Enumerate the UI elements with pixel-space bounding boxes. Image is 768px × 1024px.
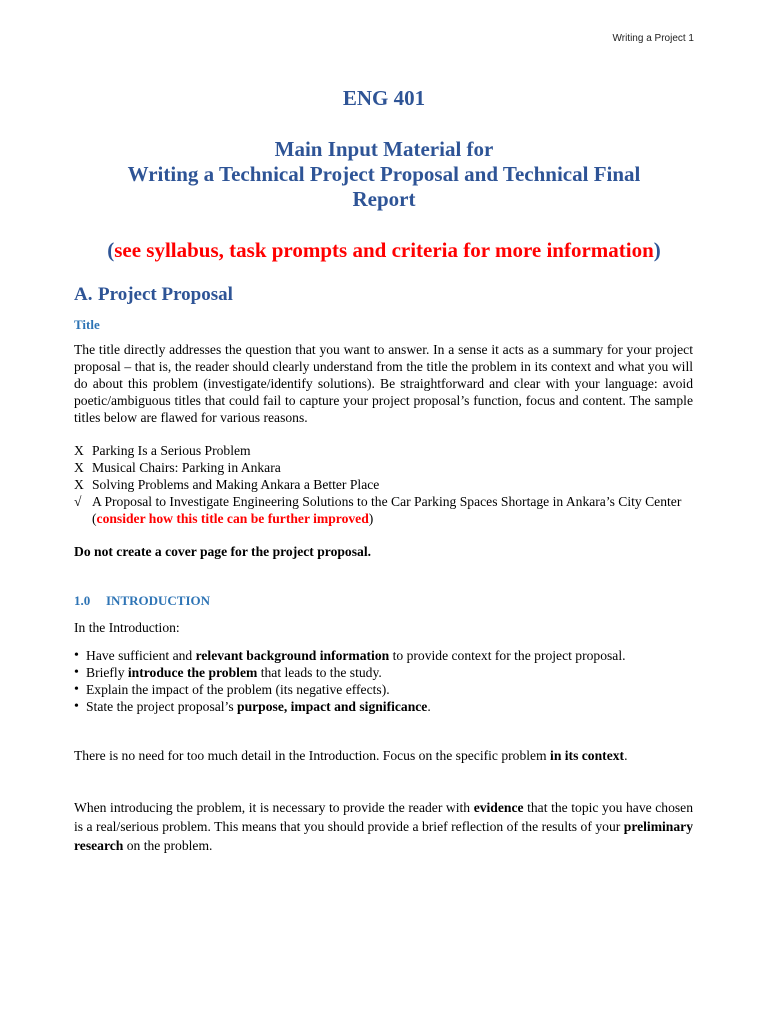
title-paragraph: The title directly addresses the question that you want to answer. In a sense it acts as a summary for your project proposal – that is, the reader should clearly understand from the title the problem in its context and what you will do about this problem (investigate/identify solutions). Be straightforward and clear with your language: avoid poetic/ambiguous titles that could fail to capture your project proposal’s function, focus and content. The sample titles below are flawed for various reasons. — [74, 342, 693, 425]
intro-bullet-list — [74, 647, 693, 715]
bullet-text — [86, 698, 693, 715]
paragraph-bold: in its context — [550, 748, 625, 763]
bullet-icon: • — [74, 682, 79, 697]
bullet-text-part: that leads to the study. — [257, 665, 382, 680]
list-item — [74, 476, 693, 493]
bullet-text-part: . — [427, 699, 431, 714]
section-number: 1.0 — [74, 593, 91, 608]
sample-titles-list — [74, 442, 693, 527]
bullet-text-part: Have sufficient and — [86, 648, 196, 663]
syllabus-note — [40, 238, 728, 263]
list-item — [74, 664, 693, 681]
bullet-text — [86, 681, 693, 698]
introduction-heading — [74, 593, 210, 609]
paragraph-text: There is no need for too much detail in the Introduction. Focus on the specific problem — [74, 748, 551, 763]
paragraph-text: that the topic you have chosen is a real/serious problem. This means that you should provide a brief reflection of the results of your — [74, 800, 693, 834]
bullet-bold-part: relevant background information — [195, 648, 390, 663]
cross-mark-icon: X — [74, 477, 84, 492]
bullet-bold-part: purpose, impact and significance — [237, 699, 428, 714]
paragraph-text: on the problem. — [123, 838, 213, 853]
bullet-text-part: Briefly — [86, 665, 128, 680]
sample-title-text: Solving Problems and Making Ankara a Better Place — [92, 477, 380, 492]
paragraph-text: When introducing the problem, it is necessary to provide the reader with — [74, 800, 474, 815]
section-a-heading — [74, 284, 233, 306]
paragraph-text: . — [624, 748, 628, 763]
check-mark-icon: √ — [74, 494, 82, 509]
list-item — [74, 459, 693, 476]
note-close-paren: ) — [653, 238, 661, 262]
bullet-text-part: to provide context for the project proposal. — [389, 648, 626, 663]
note-text: see syllabus, task prompts and criteria for more information — [114, 238, 654, 262]
section-title: Project Proposal — [98, 284, 233, 305]
bullet-text-part: State the project proposal’s — [86, 699, 238, 714]
title-subheading: Title — [74, 317, 100, 332]
bullet-bold-part: introduce the problem — [127, 665, 258, 680]
good-title-body: A Proposal to Investigate Engineering Solutions to the Car Parking Spaces Shortage in Ankara’s City Center — [92, 494, 682, 509]
section-number: A. — [74, 284, 93, 305]
bullet-icon: • — [74, 699, 79, 714]
bullet-text-part: Explain the impact of the problem (its negative effects). — [86, 682, 390, 697]
sample-title-text: Musical Chairs: Parking in Ankara — [92, 460, 281, 475]
cover-page-note: Do not create a cover page for the project proposal. — [74, 544, 371, 559]
bullet-text — [86, 664, 693, 681]
good-title-text — [92, 493, 693, 527]
cross-mark-icon: X — [74, 460, 84, 475]
paragraph-bold: evidence — [473, 800, 524, 815]
cross-mark-icon: X — [74, 443, 84, 458]
bullet-text — [86, 647, 693, 664]
hint-close-paren: ) — [368, 511, 374, 526]
sample-title-text: Parking Is a Serious Problem — [92, 443, 251, 458]
document-title — [70, 137, 698, 212]
title-line: Writing a Technical Project Proposal and Technical Final — [127, 162, 641, 186]
hint-open-paren: ( — [92, 511, 97, 526]
list-item — [74, 442, 693, 459]
note-open-paren: ( — [107, 238, 115, 262]
list-item — [74, 698, 693, 715]
improve-hint: consider how this title can be further improved — [96, 511, 369, 526]
bullet-icon: • — [74, 648, 79, 663]
title-line: Report — [352, 187, 416, 211]
section-title: INTRODUCTION — [106, 593, 211, 608]
paragraph-bold: preliminary research — [74, 819, 693, 853]
bullet-icon: • — [74, 665, 79, 680]
list-item — [74, 681, 693, 698]
list-item — [74, 493, 693, 527]
running-header: Writing a Project 1 — [612, 33, 694, 44]
intro-lead: In the Introduction: — [74, 620, 180, 635]
intro-paragraph-1 — [74, 746, 693, 766]
list-item — [74, 647, 693, 664]
course-code: ENG 401 — [342, 86, 426, 110]
intro-paragraph-2 — [74, 798, 693, 855]
title-line: Main Input Material for — [274, 137, 494, 161]
